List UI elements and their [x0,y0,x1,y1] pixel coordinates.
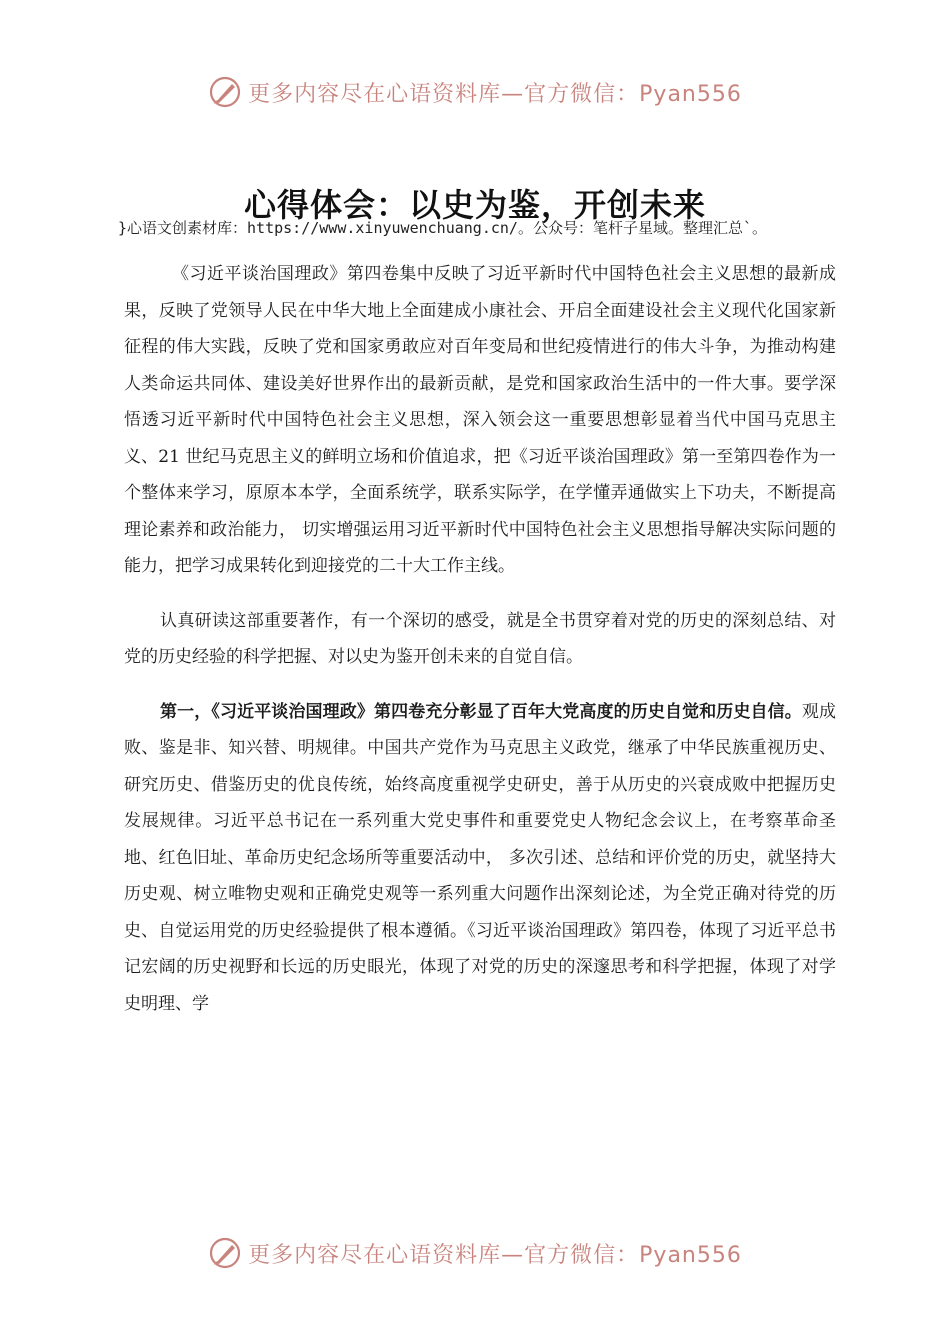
paragraph-intro: 《习近平谈治国理政》第四卷集中反映了习近平新时代中国特色社会主义思想的最新成果，反映了党领导人民在中华大地上全面建成小康社会、开启全面建设社会主义现代化国家新征程的伟大实践，反映了党和国家勇敢应对百年变局和世纪疫情进行的伟大斗争，为推动构建人类命运共同体、建设美好世界作出的最新贡献，是党和国家政治生活中的一件大事。要学深悟透习近平新时代中国特色社会主义思想，深入领会这一重要思想彰显着当代中国马克思主义、21 世纪马克思主义的鲜明立场和价值追求，把《习近平谈治国理政》第一至第四卷作为一个整体来学习，原原本本学，全面系统学，联系实际学，在学懂弄通做实上下功夫，不断提高理论素养和政治能力， 切实增强运用习近平新时代中国特色社会主义思想指导解决实际问题的能力，把学习成果转化到迎接党的二十大工作主线。 [124,264,836,576]
document-title: 心得体会：以史为鉴，开创未来 [243,186,706,224]
source-note: }心语文创素材库：https://www.xinyuwenchuang.cn/。公众号：笔杆子星域。整理汇总`。 [118,219,767,237]
footer-banner-text: 更多内容尽在心语资料库—官方微信：Pyan556 [248,1242,742,1268]
quill-logo-icon [208,1236,242,1270]
header-banner [0,72,950,112]
first-point-heading: 第一，《习近平谈治国理政》第四卷充分彰显了百年大党高度的历史自觉和历史自信。 [160,701,802,722]
paragraph-first-point [124,694,836,1023]
footer-banner [0,1233,950,1273]
document-body [124,256,836,1022]
header-banner-text: 更多内容尽在心语资料库—官方微信：Pyan556 [248,81,742,107]
first-point-body: 观成败、鉴是非、知兴替、明规律。中国共产党作为马克思主义政党，继承了中华民族重视历史、研究历史、借鉴历史的优良传统，始终高度重视学史研史，善于从历史的兴衰成败中把握历史发展规律。习近平总书记在一系列重大党史事件和重要党史人物纪念会议上，在考察革命圣地、红色旧址、革命历史纪念场所等重要活动中， 多次引述、总结和评价党的历史，就坚持大历史观、树立唯物史观和正确党史观等一系列重大问题作出深刻论述，为全党正确对待党的历史、自觉运用党的历史经验提供了根本遵循。《习近平谈治国理政》第四卷，体现了习近平总书记宏阔的历史视野和长远的历史眼光，体现了对党的历史的深邃思考和科学把握，体现了对学史明理、学 [124,701,837,1014]
quill-logo-icon [208,75,242,109]
paragraph-reading-feeling: 认真研读这部重要著作，有一个深切的感受，就是全书贯穿着对党的历史的深刻总结、对党的历史经验的科学把握、对以史为鉴开创未来的自觉自信。 [124,610,836,667]
